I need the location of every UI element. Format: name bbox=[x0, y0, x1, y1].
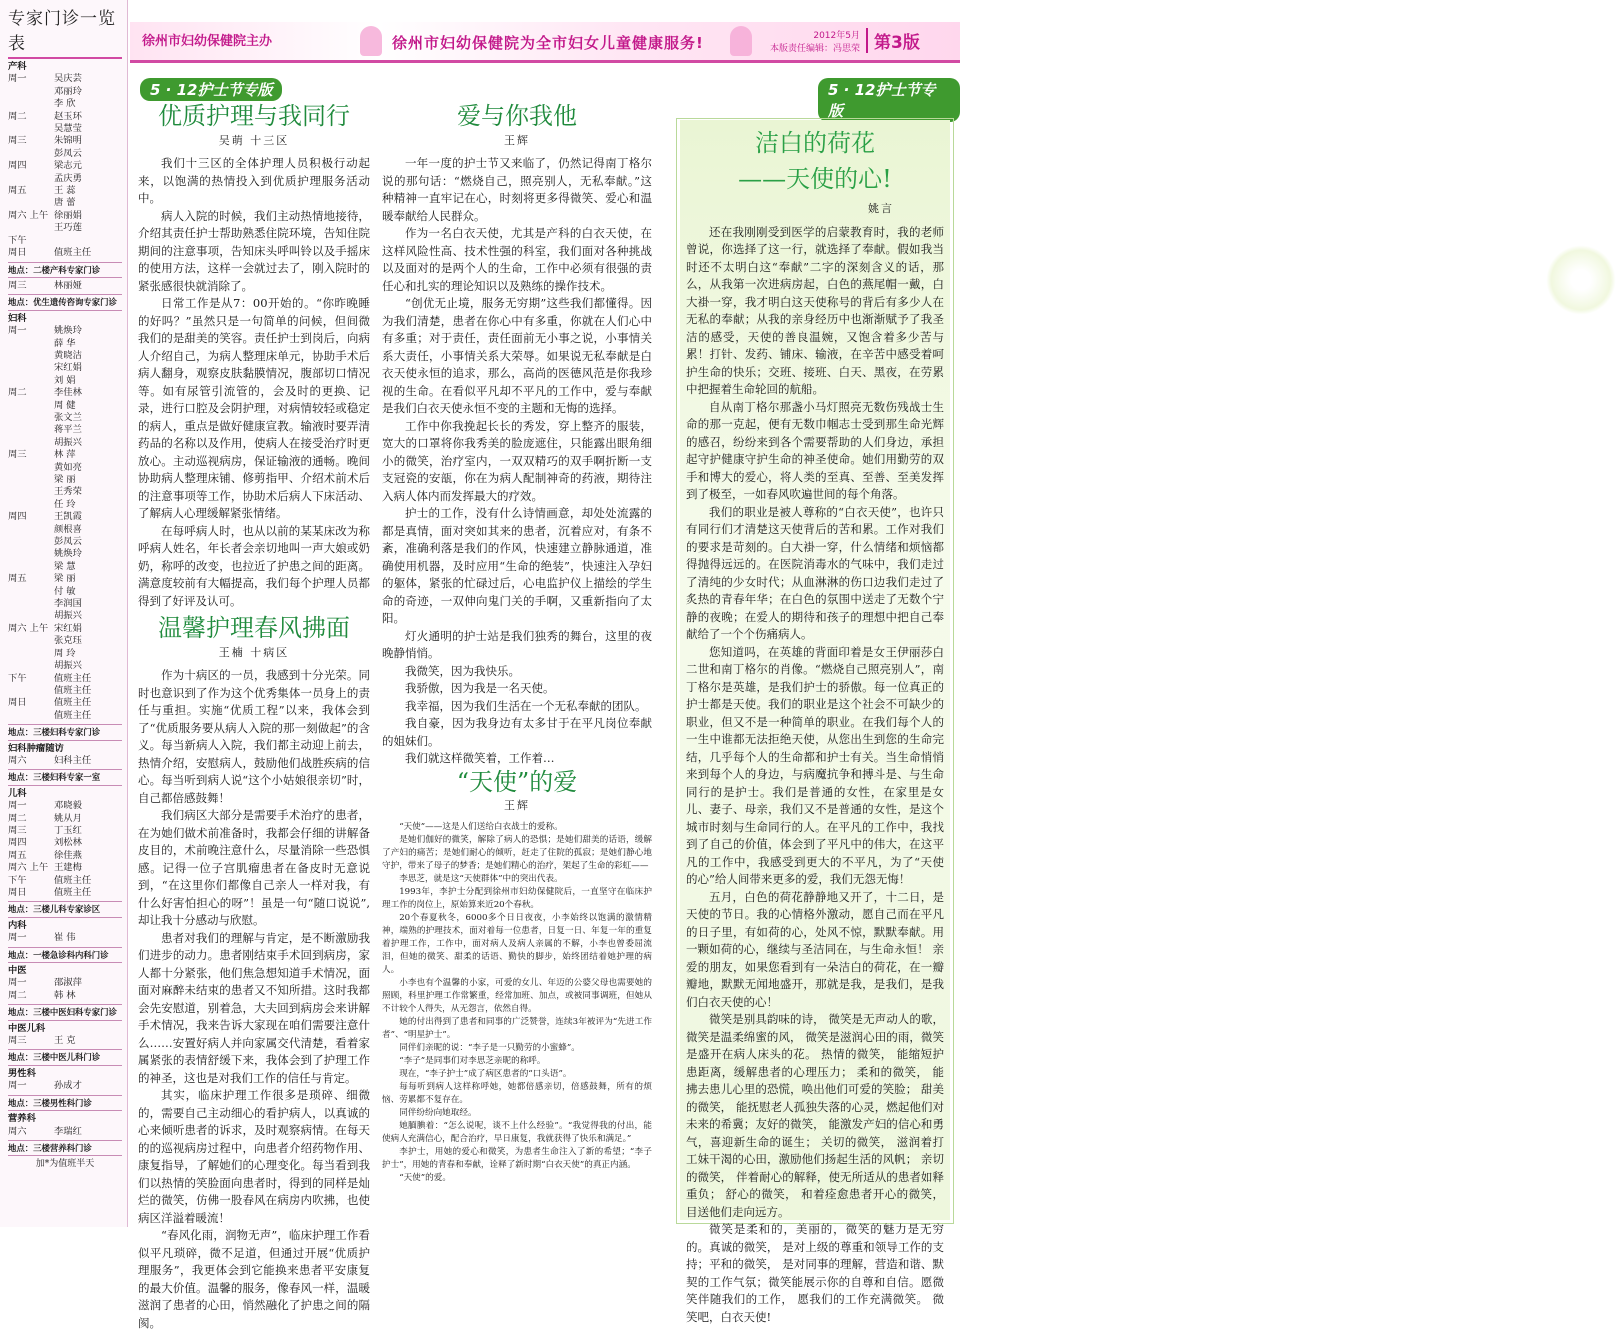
paragraph: 自从南丁格尔那盏小马灯照亮无数伤残战士生命的那一克起，便有无数巾帼志士受到那生命光辉的感召，纷纷来到各个需要帮助的人们身边，承担起守护健康守护生命的神圣使命。她们用勤劳的双手和博大的爱心，将人类的至真、至善、至美发挥到了极至，一如春风吹遍世间的每个角落。 bbox=[686, 399, 944, 501]
schedule-day: 周三 bbox=[8, 279, 27, 291]
schedule-day: 下午 bbox=[8, 874, 27, 886]
column-2 bbox=[382, 104, 652, 1222]
schedule-row bbox=[8, 135, 122, 147]
paragraph: 她的付出得到了患者和同事的广泛赞誉，连续3年被评为“先进工作者”、“明星护士”。 bbox=[382, 1016, 652, 1040]
schedule-doctor: 黄如亮 bbox=[54, 461, 82, 473]
schedule-doctor: 张克珏 bbox=[54, 635, 82, 647]
article-body bbox=[382, 821, 652, 1185]
paragraph: 微笑是柔和的，美丽的，微笑的魅力是无穷的。真诚的微笑， 是对上级的尊重和领导工作的支持；平和的微笑， 是对同事的理解，营造和谐、默契的工作气氛；微笑能展示你的自尊和自信。愿微笑伴随我们的工作， 愿我们的工作充满微笑。 微笑吧，白衣天使! bbox=[686, 1222, 944, 1324]
schedule-day: 周一 bbox=[8, 932, 27, 944]
schedule-doctor: 姚焕玲 bbox=[54, 548, 82, 560]
schedule-row bbox=[8, 875, 122, 887]
schedule-row bbox=[8, 660, 122, 672]
schedule-doctor: 姚焕玲 bbox=[54, 325, 82, 337]
schedule-row bbox=[8, 755, 122, 767]
column-3 bbox=[680, 120, 950, 1324]
schedule-doctor: 孟庆勇 bbox=[54, 172, 82, 184]
schedule-day: 周日 bbox=[8, 247, 27, 259]
paragraph: 还在我刚刚受到医学的启蒙教育时，我的老师曾说，你选择了这一行，就选择了奉献。假如我当时还不太明白这“奉献”二字的深刻含义的话，那么，从我第一次进病房起，白色的燕尾帽一戴，白大褂一穿，我才明白这天使称号的背后有多少人在无私的奉献；从我的亲身经历中也渐渐赋予了我圣洁的感受，天使的善良温婉，又饱含着多少苦与累！打针、发药、铺床、输液，在辛苦中感受着呵护生命的快乐；交班、接班、白天、黑夜，在劳累中把握着生命轮回的航船。 bbox=[686, 224, 944, 396]
schedule-doctor bbox=[54, 235, 122, 247]
schedule-day bbox=[8, 548, 54, 560]
clinic-location: 地点：三楼男性科门诊 bbox=[8, 1095, 122, 1111]
paragraph: 我幸福，因为我们生活在一个无私奉献的团队。 bbox=[405, 698, 647, 713]
schedule-doctor: 妇科主任 bbox=[54, 754, 92, 766]
schedule-row bbox=[8, 499, 122, 511]
article-body bbox=[138, 667, 370, 1332]
schedule-day bbox=[8, 98, 54, 110]
schedule-row bbox=[8, 598, 122, 610]
schedule-day: 周四 bbox=[8, 511, 27, 523]
schedule-doctor: 任 玲 bbox=[54, 498, 76, 510]
schedule-day bbox=[8, 375, 54, 387]
schedule-row bbox=[8, 424, 122, 436]
schedule-doctor: 梁 慧 bbox=[54, 560, 76, 572]
paragraph: 您知道吗，在英雄的背面印着是女王伊丽莎白二世和南丁格尔的肖像。“燃烧自己照亮别人”，南丁格尔是英雄，是我们护士的骄傲。每一位真正的护士都是天使。我们的职业是这个社会不可缺少的职业，但又不是一种简单的职业。在我们每个人的一生中谁都无法拒绝天使，从您出生到您的生命完结，几乎每个人的生命都和护士有关。当生命悄悄来到每个人的身边，与病魔抗争和搏斗是、与生命同行的是护士。我们是普通的女性，在家里是女儿、妻子、母亲，我们又不是普通的女性，是这个城市时刻与生命同行的人。在平凡的工作中，我找到了自己的价值，体会到了平凡中的伟大，在这平凡的工作中，我感受到更大的不平凡，为了“天使的心”给人间带来更多的爱，我们无怨无悔！ bbox=[686, 644, 944, 886]
clinic-location: 地点：优生遗传咨询专家门诊 bbox=[8, 294, 122, 310]
schedule-row bbox=[8, 437, 122, 449]
schedule-row bbox=[8, 235, 122, 247]
article-title-line1: 洁白的荷花 bbox=[755, 129, 875, 157]
schedule-doctor: 李佳林 bbox=[54, 387, 82, 399]
article-byline: 姚言 bbox=[868, 202, 894, 215]
schedule-doctor: 胡振兴 bbox=[54, 660, 82, 672]
edition-number: 第3版 bbox=[866, 28, 920, 53]
schedule-row bbox=[8, 850, 122, 862]
schedule-row bbox=[8, 375, 122, 387]
schedule-day bbox=[8, 710, 54, 722]
schedule-row bbox=[8, 400, 122, 412]
schedule-day bbox=[8, 173, 54, 185]
schedule-day: 周二 bbox=[8, 989, 27, 1001]
schedule-row bbox=[8, 185, 122, 197]
schedule-row bbox=[8, 977, 122, 989]
schedule-day bbox=[8, 222, 54, 234]
schedule-doctor: 王 克 bbox=[54, 1035, 76, 1047]
schedule-day bbox=[8, 474, 54, 486]
schedule-day: 下午 bbox=[8, 234, 27, 246]
schedule-doctor: 朱锦明 bbox=[54, 135, 82, 147]
schedule-list bbox=[8, 61, 122, 1171]
paragraph: 我骄傲，因为我是一名天使。 bbox=[405, 681, 555, 695]
paragraph: 李思芝，就是这“天使群体”中的突出代表。 bbox=[399, 873, 563, 884]
paragraph: 小李也有个温馨的小家，可爱的女儿、年迈的公婆父母也需要她的照顾，科里护理工作常繁重，经常加班、加点，或被同事调班，但她从不计较个人得失，从无怨言，依然自得。 bbox=[382, 977, 652, 1014]
schedule-row bbox=[8, 511, 122, 523]
paragraph: 她腼腆着：“怎么说呢，谈不上什么经验”。“我觉得我的付出，能使病人充满信心，配合治疗，早日康复，我就获得了快乐和满足。” bbox=[382, 1120, 652, 1144]
paragraph: 同伴们亲昵的说：“李子是一只勤劳的小蜜蜂”。 bbox=[399, 1042, 580, 1053]
paragraph: 我自豪，因为我身边有太多甘于在平凡岗位奉献的姐妹们。 bbox=[382, 716, 652, 748]
schedule-doctor: 林丽娅 bbox=[54, 279, 82, 291]
schedule-doctor: 值班主任 bbox=[54, 697, 92, 709]
schedule-day: 下午 bbox=[8, 672, 27, 684]
clinic-location: 地点：一楼急诊科内科门诊 bbox=[8, 947, 122, 963]
header-publisher: 徐州市妇幼保健院主办 bbox=[142, 34, 273, 49]
schedule-day bbox=[8, 685, 54, 697]
schedule-day bbox=[8, 350, 54, 362]
article-byline: 王辉 bbox=[504, 799, 530, 812]
schedule-doctor: 胡振兴 bbox=[54, 610, 82, 622]
page-editor: 本版责任编辑：冯思荣 bbox=[770, 44, 861, 54]
schedule-day bbox=[8, 338, 54, 350]
article-title-line2: ——天使的心! bbox=[738, 165, 892, 193]
schedule-row bbox=[8, 111, 122, 123]
department-heading: 中医儿科 bbox=[8, 1022, 46, 1034]
paragraph: 微笑是别具韵味的诗， 微笑是无声动人的歌，微笑是温柔绵蜜的风， 微笑是滋润心田的雨，微笑是盛开在病人床头的花。 热情的微笑， 能缩短护患距离，缓解患者的心理压力； 柔和的微笑， 能拂去患儿心里的恐慌，唤出他们可爱的笑脸； 甜美的微笑， 能抚慰老人孤独失落的心灵，燃起他们对未来的希冀；友好的微笑， 能激发产妇的信心和勇气，喜迎新生命的诞生； 关切的微笑， 滋润着打工妹干渴的心田，激励他们扬起生活的风帆； 亲切的微笑， 伴着耐心的解释，使无所适从的患者如释重负； 舒心的微笑， 和着痊愈患者开心的微笑，目送他们走向远方。 bbox=[686, 1012, 944, 1219]
schedule-row bbox=[8, 486, 122, 498]
clinic-location: 地点：三楼妇科专家门诊 bbox=[8, 724, 122, 740]
schedule-doctor: 赵玉环 bbox=[54, 110, 82, 122]
schedule-row bbox=[8, 524, 122, 536]
schedule-day: 周一 bbox=[8, 1080, 27, 1092]
schedule-doctor: 徐佳燕 bbox=[54, 849, 82, 861]
schedule-day: 周五 bbox=[8, 185, 27, 197]
schedule-doctor: 胡振兴 bbox=[54, 436, 82, 448]
schedule-row bbox=[8, 173, 122, 185]
paragraph: 是她们伽好的微笑，解除了病人的恐惧；是她们甜美的话语，缓解了产妇的痛苦；是她们耐心的倾听，赶走了住院的孤寂；是她们静心地守护，带来了母子的梦香；是她们精心的治疗，架起了生命的彩虹—— bbox=[382, 834, 652, 871]
paragraph: 我微笑，因为我快乐。 bbox=[405, 663, 520, 678]
schedule-row bbox=[8, 86, 122, 98]
schedule-row bbox=[8, 387, 122, 399]
schedule-row bbox=[8, 210, 122, 222]
schedule-row bbox=[8, 573, 122, 585]
schedule-row bbox=[8, 862, 122, 874]
schedule-day bbox=[8, 400, 54, 412]
paragraph: 工作中你我挽起长长的秀发，穿上整齐的服装，宽大的口罩将你我秀美的脸庞遮住，只能露出眼角细小的微笑，治疗室内，一双双精巧的双手啊折断一支支冠瓷的安瓿，你在为病人配制神奇的药液，期待注入病人体内而发挥最大的疗效。 bbox=[382, 418, 652, 503]
schedule-row bbox=[8, 648, 122, 660]
schedule-doctor: 唐 蕾 bbox=[54, 197, 76, 209]
schedule-row bbox=[8, 586, 122, 598]
page-header bbox=[130, 0, 960, 62]
schedule-day bbox=[8, 536, 54, 548]
schedule-row bbox=[8, 635, 122, 647]
schedule-doctor: 梁 丽 bbox=[54, 474, 76, 485]
decorative-figure-icon bbox=[730, 26, 752, 56]
paragraph: “春风化雨，润物无声”，临床护理工作看似平凡琐碎，微不足道，但通过开展“优质护理服务”，我更体会到它能换来患者平安康复的最大价值。温馨的服务，像春风一样，温暖滋润了患者的心田，悄然融化了护患之间的隔阂。 bbox=[138, 1228, 370, 1330]
header-divider bbox=[130, 60, 960, 63]
department-heading: 男性科 bbox=[8, 1067, 36, 1079]
schedule-day: 周六 上午 bbox=[8, 622, 49, 634]
paragraph: 现在，“李子护士”成了病区患者的“口头语”。 bbox=[399, 1068, 572, 1079]
schedule-row bbox=[8, 474, 122, 486]
paragraph: 我们的职业是被人尊称的“白衣天使”，也许只有同行们才清楚这天使背后的苦和累。工作对我们的要求是苛刻的。白大褂一穿，什么情绪和烦恼都得抛得远远的。在医院消毒水的气味中，我们走过了清纯的少女时代；从血淋淋的伤口边我们走过了炙热的青春年华；在白色的氛围中送走了无数个宁静的夜晚；在爱人的期待和孩子的理想中把自己奉献给了一个个伤痛病人。 bbox=[686, 504, 944, 641]
schedule-row bbox=[8, 825, 122, 837]
paragraph: 在每呼病人时，也从以前的某某床改为称呼病人姓名，年长者会亲切地叫一声大娘或奶奶，称呼的改变，也拉近了护患之间的距离。满意度较前有大幅提高，我们每个护理人员都得到了好评及认可。 bbox=[138, 523, 370, 608]
clinic-location: 地点：二楼产科专家门诊 bbox=[8, 262, 122, 278]
clinic-location: 地点：三楼营养科门诊 bbox=[8, 1140, 122, 1156]
paragraph: 其实，临床护理工作很多是琐碎、细微的，需要自己主动细心的看护病人，以真诚的心来倾听患者的诉求，及时观察病情。在每天的的巡视病房过程中，向患者介绍药物作用、康复指导，了解她们的心理变化。每当看到我们以热情的笑脸面向患者时，得到的同样是灿烂的微笑，仿佛一股春风在病房内吹拂，也使病区洋溢着暖流！ bbox=[138, 1088, 370, 1225]
paragraph: 病人入院的时候，我们主动热情地接待，介绍其责任护士帮助熟悉住院环境，告知住院期间的注意事项，告知床头呼叫铃以及手摇床的使用方法，这样一会就过去了，刚入院时的紧张感很快就消除了。 bbox=[138, 208, 370, 293]
schedule-day bbox=[8, 123, 54, 135]
sidebar-title: 专家门诊一览表 bbox=[8, 4, 122, 59]
schedule-doctor: 王巧莲 bbox=[54, 222, 82, 234]
paragraph: 20个春夏秋冬，6000多个日日夜夜，小李始终以饱满的激情精神，端熟的护理技术，面对着每一位患者，日复一日、年复一年的重复着护理工作，工作中，面对病人及病人亲属的不解，小李也曾委屈流泪，但她的微笑、甜柔的话语、勤快的脚步，始终团结着她护理的病人。 bbox=[382, 912, 652, 975]
department-heading: 产科 bbox=[8, 61, 27, 72]
paragraph: 灯火通明的护士站是我们独秀的舞台，这里的夜晚静悄悄。 bbox=[382, 628, 652, 660]
schedule-day bbox=[8, 648, 54, 660]
schedule-doctor: 值班主任 bbox=[54, 874, 92, 886]
schedule-doctor: 林 萍 bbox=[54, 449, 76, 461]
section-banner-left: 5 · 12护士节专版 bbox=[140, 78, 282, 101]
schedule-row bbox=[8, 813, 122, 825]
schedule-day: 周一 bbox=[8, 800, 27, 812]
issue-date: 2012年5月 bbox=[813, 31, 860, 41]
schedule-day: 周五 bbox=[8, 573, 27, 585]
schedule-doctor: 徐丽娟 bbox=[54, 209, 82, 221]
schedule-doctor: 刘松林 bbox=[54, 837, 82, 849]
department-heading: 营养科 bbox=[8, 1113, 36, 1125]
schedule-day bbox=[8, 197, 54, 209]
schedule-row bbox=[8, 710, 122, 722]
schedule-day bbox=[8, 462, 54, 474]
schedule-doctor: 刘 娟 bbox=[54, 374, 76, 386]
schedule-row bbox=[8, 1035, 122, 1047]
schedule-day bbox=[8, 610, 54, 622]
schedule-row bbox=[8, 887, 122, 899]
article-byline: 王楠 十病区 bbox=[218, 645, 290, 659]
schedule-doctor: 值班主任 bbox=[54, 247, 92, 259]
schedule-doctor: 孙成才 bbox=[54, 1080, 82, 1092]
schedule-doctor: 韩 林 bbox=[54, 989, 76, 1001]
clinic-schedule-sidebar bbox=[0, 0, 128, 1227]
clinic-location: 地点：三楼儿科专家诊区 bbox=[8, 901, 122, 917]
schedule-doctor: 周 健 bbox=[54, 399, 76, 411]
schedule-row bbox=[8, 697, 122, 709]
schedule-day bbox=[8, 561, 54, 573]
schedule-row bbox=[8, 837, 122, 849]
schedule-row bbox=[8, 1126, 122, 1138]
paragraph: 患者对我们的理解与肯定，是不断激励我们进步的动力。患者刚结束手术回到病房，家人都十分紧张，他们焦急想知道手术情况，面面对麻醉未结束的患者又不知所措。这时我都会先安慰道，别着急，大夫回到病房会来讲解手术情况，我来告诉大家现在咱们需要注意什么……安置好病人并向家属交代清楚，看着家属紧张的表情舒缓下来，我体会到了护理工作的神圣，这也是对我们工作的信任与肯定。 bbox=[138, 930, 370, 1085]
schedule-row bbox=[8, 623, 122, 635]
schedule-doctor: 黄晓洁 bbox=[54, 349, 82, 361]
schedule-day: 周二 bbox=[8, 387, 27, 399]
article-title: “天使”的爱 bbox=[456, 767, 578, 796]
paragraph: 李护士，用她的爱心和微笑，为患者生命注入了新的希望；“李子护士”，用她的青春和奉献，诠释了新时期“白衣天使”的真正内涵。 bbox=[382, 1146, 652, 1170]
schedule-doctor: 吴庆芸 bbox=[54, 73, 82, 85]
paragraph: 护士的工作，没有什么诗情画意，却处处流露的都是真情，面对突如其来的患者，沉着应对，有条不紊，准确利落是我们的作风，快速建立静脉通道，准确使用机器，及时应用“生命的绝装”，快速注入孕妇的躯体，紧张的忙碌过后，心电监护仪上描绘的学生命的奇迹，一双伸向鬼门关的手啊，又重新指向了太阳。 bbox=[382, 506, 652, 625]
article-body bbox=[686, 224, 944, 1327]
schedule-doctor: 崔 伟 bbox=[54, 932, 76, 944]
column-1 bbox=[138, 102, 370, 1330]
decorative-figure-icon bbox=[360, 26, 382, 56]
schedule-row bbox=[8, 536, 122, 548]
schedule-day: 周二 bbox=[8, 812, 27, 824]
schedule-day bbox=[8, 424, 54, 436]
schedule-row bbox=[8, 325, 122, 337]
schedule-doctor: 付 敏 bbox=[54, 585, 76, 597]
article-byline: 王辉 bbox=[504, 133, 530, 147]
schedule-day bbox=[8, 499, 54, 511]
schedule-row bbox=[8, 610, 122, 622]
schedule-doctor: 李瑞红 bbox=[54, 1125, 82, 1137]
paragraph: “李子”是同事们对李思芝亲昵的称呼。 bbox=[399, 1055, 546, 1066]
schedule-doctor: 蒋平兰 bbox=[54, 424, 82, 436]
clinic-location: 地点：三楼中医儿科门诊 bbox=[8, 1049, 122, 1065]
schedule-day: 周三 bbox=[8, 824, 27, 836]
schedule-row bbox=[8, 561, 122, 573]
schedule-doctor: 宋红娟 bbox=[54, 362, 82, 374]
schedule-row bbox=[8, 990, 122, 1002]
clinic-location: 地点：三楼中医妇科专家门诊 bbox=[8, 1004, 122, 1020]
schedule-doctor: 颜根喜 bbox=[54, 523, 82, 535]
clinic-location: 地点：三楼妇科专家一室 bbox=[8, 769, 122, 785]
paragraph: 同伴纷纷向她取经。 bbox=[399, 1107, 477, 1118]
schedule-day: 周日 bbox=[8, 887, 27, 898]
schedule-doctor: 宋红娟 bbox=[54, 622, 82, 634]
paragraph: “天使”——这是人们送给白衣战士的爱称。 bbox=[399, 821, 563, 832]
paragraph: 作为一名白衣天使，尤其是产科的白衣天使，在这样风险性高、技术性强的科室，我们面对各种挑战以及面对的是两个人的生命，工作中必须有很强的责任心和扎实的理论知识以及熟练的操作技术。 bbox=[382, 226, 652, 293]
schedule-row bbox=[8, 73, 122, 85]
schedule-row bbox=[8, 222, 122, 234]
schedule-day bbox=[8, 412, 54, 424]
lotus-flower-icon bbox=[1546, 245, 1616, 315]
schedule-doctor: 李润国 bbox=[54, 598, 82, 610]
schedule-row bbox=[8, 362, 122, 374]
schedule-day bbox=[8, 437, 54, 449]
schedule-note: 加*为值班半天 bbox=[35, 1159, 95, 1170]
paragraph: 一年一度的护士节又来临了，仍然记得南丁格尔说的那句话：“燃烧自己，照亮别人，无私奉献。”这种精神一直牢记在心，时刻将更多得微笑、爱心和温暖奉献给人民群众。 bbox=[382, 156, 652, 223]
schedule-doctor: 值班主任 bbox=[54, 672, 92, 684]
schedule-doctor: 丁玉红 bbox=[54, 824, 82, 836]
schedule-day: 周六 上午 bbox=[8, 862, 49, 874]
schedule-row bbox=[8, 148, 122, 160]
header-slogan: 徐州市妇幼保健院为全市妇女儿童健康服务! bbox=[392, 34, 704, 52]
schedule-doctor: 梁志元 bbox=[54, 160, 82, 172]
paragraph: 1993年，李护士分配到徐州市妇幼保健院后，一直坚守在临床护理工作的岗位上，原始算来近20个春秋。 bbox=[382, 886, 652, 910]
paragraph: 作为十病区的一员，我感到十分光荣。同时也意识到了作为这个优秀集体一员身上的责任与重担。实施“优质工程”以来，我体会到了“优质服务要从病人入院的那一刻做起”的含义。每当新病人入院，我们都主动迎上前去，热情介绍，安慰病人，鼓励他们战胜疾病的信心。每当听到病人说“这个小姑娘很亲切”时，自己都倍感鼓舞！ bbox=[138, 668, 370, 805]
paragraph: 我们病区大部分是需要手术治疗的患者，在为她们做术前准备时，我都会仔细的讲解备皮目的，术前晚注意什么，尽量消除一些恐惧感。记得一位子宫肌瘤患者在备皮时无意说到，“在这里你们都像自己亲人一样对我，有什么好害怕担心的呀”！虽是一句“随口说说”,却让我十分感动与欣慰。 bbox=[138, 808, 370, 927]
schedule-doctor: 周 玲 bbox=[54, 647, 76, 659]
schedule-doctor: 王凯霞 bbox=[54, 511, 82, 523]
schedule-row bbox=[8, 247, 122, 259]
schedule-doctor: 值班主任 bbox=[54, 887, 92, 898]
schedule-row bbox=[8, 197, 122, 209]
header-meta bbox=[770, 30, 860, 56]
schedule-row bbox=[8, 673, 122, 685]
department-heading: 内科 bbox=[8, 919, 27, 931]
paragraph: “创优无止境，服务无穷期”这些我们都懂得。因为我们清楚，患者在你心中有多重，你就在人们心中有多重；对于责任，责任面前无小事之说，小事情关系大责任，小事情关系大荣辱。如果说无私奉献是白衣天使永恒的追求，那么，高尚的医德风范是你我珍视的生命。在看似平凡却不平凡的工作中，爱与奉献是我们白衣天使永恒不变的主题和无悔的选择。 bbox=[382, 296, 652, 415]
schedule-day: 周一 bbox=[8, 325, 27, 337]
schedule-row bbox=[8, 280, 122, 292]
schedule-day: 周三 bbox=[8, 1035, 27, 1047]
schedule-row bbox=[8, 548, 122, 560]
schedule-row bbox=[8, 338, 122, 350]
schedule-row bbox=[8, 449, 122, 461]
article-title: 温馨护理春风拂面 bbox=[158, 614, 350, 642]
paragraph: 日常工作是从7：00开始的。“你昨晚睡的好吗？”虽然只是一句简单的问候，但间微我们的是甜美的笑容。责任护士到岗后，向病人介绍自己，为病人整理床单元，协助手术后病人翻身，观察皮肤黏膜情况，腹部切口情况等。如有尿管引流管的，会及时的更换、记录，进行口腔及会阴护理，对病情较轻或稳定的病人，重点是做好健康宣教。输液时要弄清药品的名称以及作用，使病人在接受治疗时更放心。主动巡视病房，保证输液的通畅。晚间协助病人整理床铺、修剪指甲、介绍术前术后的注意事项等工作，协助术后病人下床活动、了解病人心理缓解紧张情绪。 bbox=[138, 296, 370, 520]
schedule-doctor: 姚从月 bbox=[54, 812, 82, 824]
schedule-day bbox=[8, 86, 54, 98]
schedule-doctor: 值班主任 bbox=[54, 684, 92, 696]
schedule-day: 周六 bbox=[8, 754, 27, 766]
schedule-doctor: 王 蕊 bbox=[54, 185, 76, 197]
schedule-row bbox=[8, 685, 122, 697]
schedule-row bbox=[8, 1080, 122, 1092]
schedule-day: 周四 bbox=[8, 837, 27, 849]
schedule-day bbox=[8, 524, 54, 536]
paragraph: 每每听到病人这样称呼她，她都倍感亲切，倍感鼓舞，所有的烦恼、劳累都不复存在。 bbox=[382, 1081, 652, 1105]
schedule-day: 周五 bbox=[8, 849, 27, 861]
schedule-doctor: 李 欣 bbox=[54, 98, 76, 110]
schedule-day: 周日 bbox=[8, 697, 27, 709]
article-body bbox=[138, 155, 370, 610]
department-heading: 儿科 bbox=[8, 787, 27, 799]
schedule-day bbox=[8, 586, 54, 598]
paragraph: 我们十三区的全体护理人员积极行动起来，以饱满的热情投入到优质护理服务活动中。 bbox=[138, 156, 370, 205]
schedule-day: 周一 bbox=[8, 73, 27, 85]
article-title: 爱与你我他 bbox=[457, 102, 577, 130]
schedule-doctor: 彭凤云 bbox=[54, 536, 82, 548]
schedule-doctor: 彭凤云 bbox=[54, 147, 82, 159]
schedule-doctor: 值班主任 bbox=[54, 709, 92, 721]
schedule-doctor: 邓丽玲 bbox=[54, 85, 82, 97]
article-byline: 吴萌 十三区 bbox=[218, 133, 290, 147]
schedule-row bbox=[8, 462, 122, 474]
schedule-doctor: 邓晓毅 bbox=[54, 800, 82, 812]
schedule-doctor: 邵淑萍 bbox=[54, 977, 82, 989]
schedule-day bbox=[8, 660, 54, 672]
schedule-day: 周六 bbox=[8, 1125, 27, 1137]
schedule-doctor: 王建梅 bbox=[54, 862, 82, 874]
schedule-day bbox=[8, 635, 54, 647]
schedule-doctor: 吴慧莹 bbox=[54, 123, 82, 135]
schedule-row bbox=[8, 932, 122, 944]
schedule-row bbox=[8, 800, 122, 812]
schedule-row bbox=[8, 123, 122, 135]
schedule-doctor: 王秀荣 bbox=[54, 486, 82, 498]
schedule-day: 周六 上午 bbox=[8, 209, 49, 221]
schedule-day: 周一 bbox=[8, 977, 27, 989]
paragraph: 我们就这样微笑着，工作着… bbox=[405, 751, 555, 765]
schedule-doctor: 薛 华 bbox=[54, 337, 76, 349]
paragraph: 五月，白色的荷花静静地又开了，十二日，是天使的节日。我的心情格外激动，愿自己而在平凡的日子里，有如荷的心，处风不惊，默默奉献。用一颗如荷的心，继续与圣洁同在，与生命永恒！ 亲爱的朋友，如果您看到有一朵洁白的荷花，在一瓣瓣地，默默无闻地盛开，那就是我，是我们，是我们白衣天使的心！ bbox=[686, 889, 944, 1009]
schedule-row bbox=[8, 160, 122, 172]
schedule-doctor: 张文兰 bbox=[54, 411, 82, 423]
paragraph: “天使”的爱。 bbox=[399, 1172, 451, 1183]
schedule-row bbox=[8, 350, 122, 362]
schedule-day bbox=[8, 362, 54, 374]
schedule-doctor: 梁 丽 bbox=[54, 573, 76, 585]
schedule-day bbox=[8, 486, 54, 498]
article-body bbox=[382, 155, 652, 768]
schedule-row bbox=[8, 98, 122, 110]
department-heading: 妇科 bbox=[8, 312, 27, 324]
schedule-day: 周三 bbox=[8, 449, 27, 461]
schedule-day: 周四 bbox=[8, 160, 27, 172]
schedule-day bbox=[8, 148, 54, 160]
schedule-day: 周三 bbox=[8, 135, 27, 147]
section-banner-right: 5 · 12护士节专版 bbox=[818, 78, 960, 122]
schedule-day bbox=[8, 598, 54, 610]
article-title: 优质护理与我同行 bbox=[158, 102, 350, 130]
schedule-day: 周二 bbox=[8, 110, 27, 122]
department-heading: 妇科肿瘤随访 bbox=[8, 742, 64, 754]
department-heading: 中医 bbox=[8, 965, 27, 977]
schedule-row bbox=[8, 412, 122, 424]
